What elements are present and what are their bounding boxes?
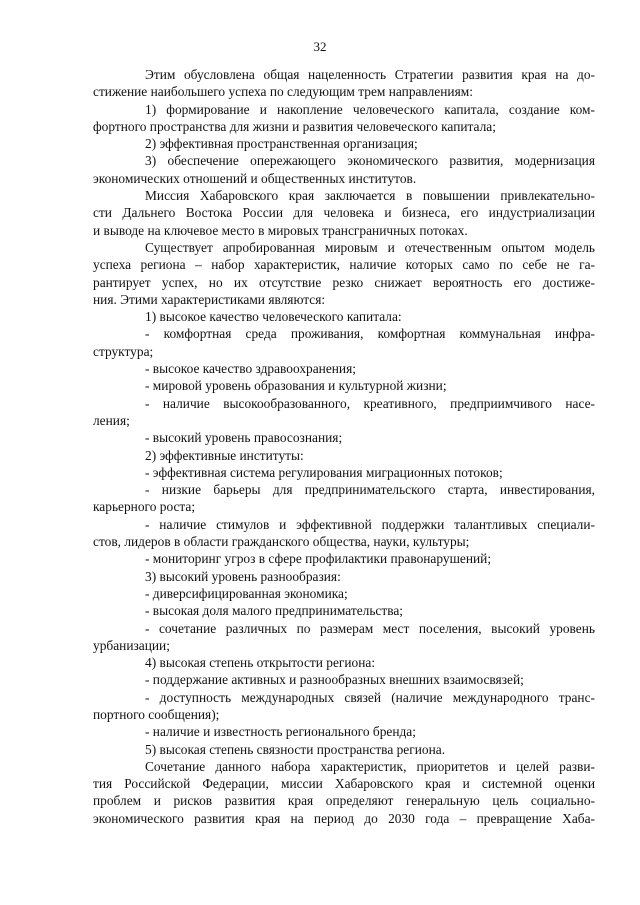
text-line: Этим обусловлена общая нацеленность Стратегии развития края на до-	[145, 67, 595, 82]
text-line: 3) высокий уровень разнообразия:	[145, 568, 341, 584]
text-line: фортного пространства для жизни и развития человеческого капитала;	[93, 118, 496, 134]
text-line: рантирует успех, но их отсутствие резко снижает вероятность его достиже-	[93, 274, 595, 290]
text-line: - высокий уровень правосознания;	[145, 430, 343, 446]
text-line: 4) высокая степень открытости региона:	[145, 655, 376, 671]
text-line: - мониторинг угроз в сфере профилактики правонарушений;	[145, 551, 492, 567]
text-line: Существует апробированная мировым и отечественным опытом модель	[145, 239, 595, 255]
text-line: 1) высокое качество человеческого капитала:	[145, 309, 402, 325]
text-line: ния. Этими характеристиками являются:	[93, 291, 326, 307]
text-line: ления;	[93, 412, 130, 428]
text-line: Сочетание данного набора характеристик, приоритетов и целей разви-	[145, 758, 595, 774]
text-line: 1) формирование и накопление человеческого капитала, создание ком-	[145, 101, 595, 117]
text-line: - сочетание различных по размерам мест поселения, высокий уровень	[145, 620, 595, 636]
page-number: 32	[313, 39, 327, 54]
text-line: - высокая доля малого предпринимательства;	[145, 603, 404, 619]
text-line: 2) эффективная пространственная организация;	[145, 136, 418, 152]
text-line: - наличие и известность регионального бренда;	[145, 724, 416, 740]
text-line: успеха региона – набор характеристик, наличие которых само по себе не га-	[93, 257, 595, 273]
text-line: 2) эффективные институты:	[145, 447, 304, 463]
text-line: экономических отношений и общественных институтов.	[93, 170, 417, 186]
text-line: стижение наибольшего успеха по следующим трем направлениям:	[93, 84, 473, 100]
text-line: и выводе на ключевое место в мировых трансграничных потоках.	[93, 222, 468, 238]
text-line: структура;	[93, 343, 154, 359]
text-line: - наличие высокообразованного, креативного, предприимчивого насе-	[145, 395, 595, 411]
text-line: - эффективная система регулирования миграционных потоков;	[145, 464, 503, 480]
text-line: сти Дальнего Востока России для человека и бизнеса, его индустриализации	[93, 205, 595, 221]
text-line: - комфортная среда проживания, комфортная коммунальная инфра-	[145, 326, 595, 342]
document-body	[93, 66, 595, 827]
text-line: проблем и рисков развития края определяют генеральную цель социально-	[93, 793, 595, 809]
text-line: урбанизации;	[93, 637, 170, 653]
text-line: тия Российской Федерации, миссии Хабаровского края и системной оценки	[93, 776, 595, 792]
text-line: - диверсифицированная экономика;	[145, 585, 348, 601]
text-line: экономического развития края на период до 2030 года – превращение Хаба-	[93, 810, 595, 826]
text-line: - поддержание активных и разнообразных внешних взаимосвязей;	[145, 672, 524, 688]
text-line: - низкие барьеры для предпринимательского старта, инвестирования,	[145, 482, 595, 498]
text-line: стов, лидеров в области гражданского общества, науки, культуры;	[93, 534, 470, 550]
text-line: - наличие стимулов и эффективной поддержки талантливых специали-	[145, 516, 595, 532]
text-line: - мировой уровень образования и культурной жизни;	[145, 378, 447, 394]
text-line: 3) обеспечение опережающего экономического развития, модернизация	[145, 153, 595, 169]
text-line: - высокое качество здравоохранения;	[145, 361, 356, 377]
text-line: - доступность международных связей (наличие международного транс-	[145, 689, 595, 705]
text-line: портного сообщения);	[93, 706, 220, 722]
text-line: карьерного роста;	[93, 499, 196, 515]
text-line: 5) высокая степень связности пространства региона.	[145, 741, 446, 757]
text-line: Миссия Хабаровского края заключается в повышении привлекательно-	[145, 188, 595, 204]
